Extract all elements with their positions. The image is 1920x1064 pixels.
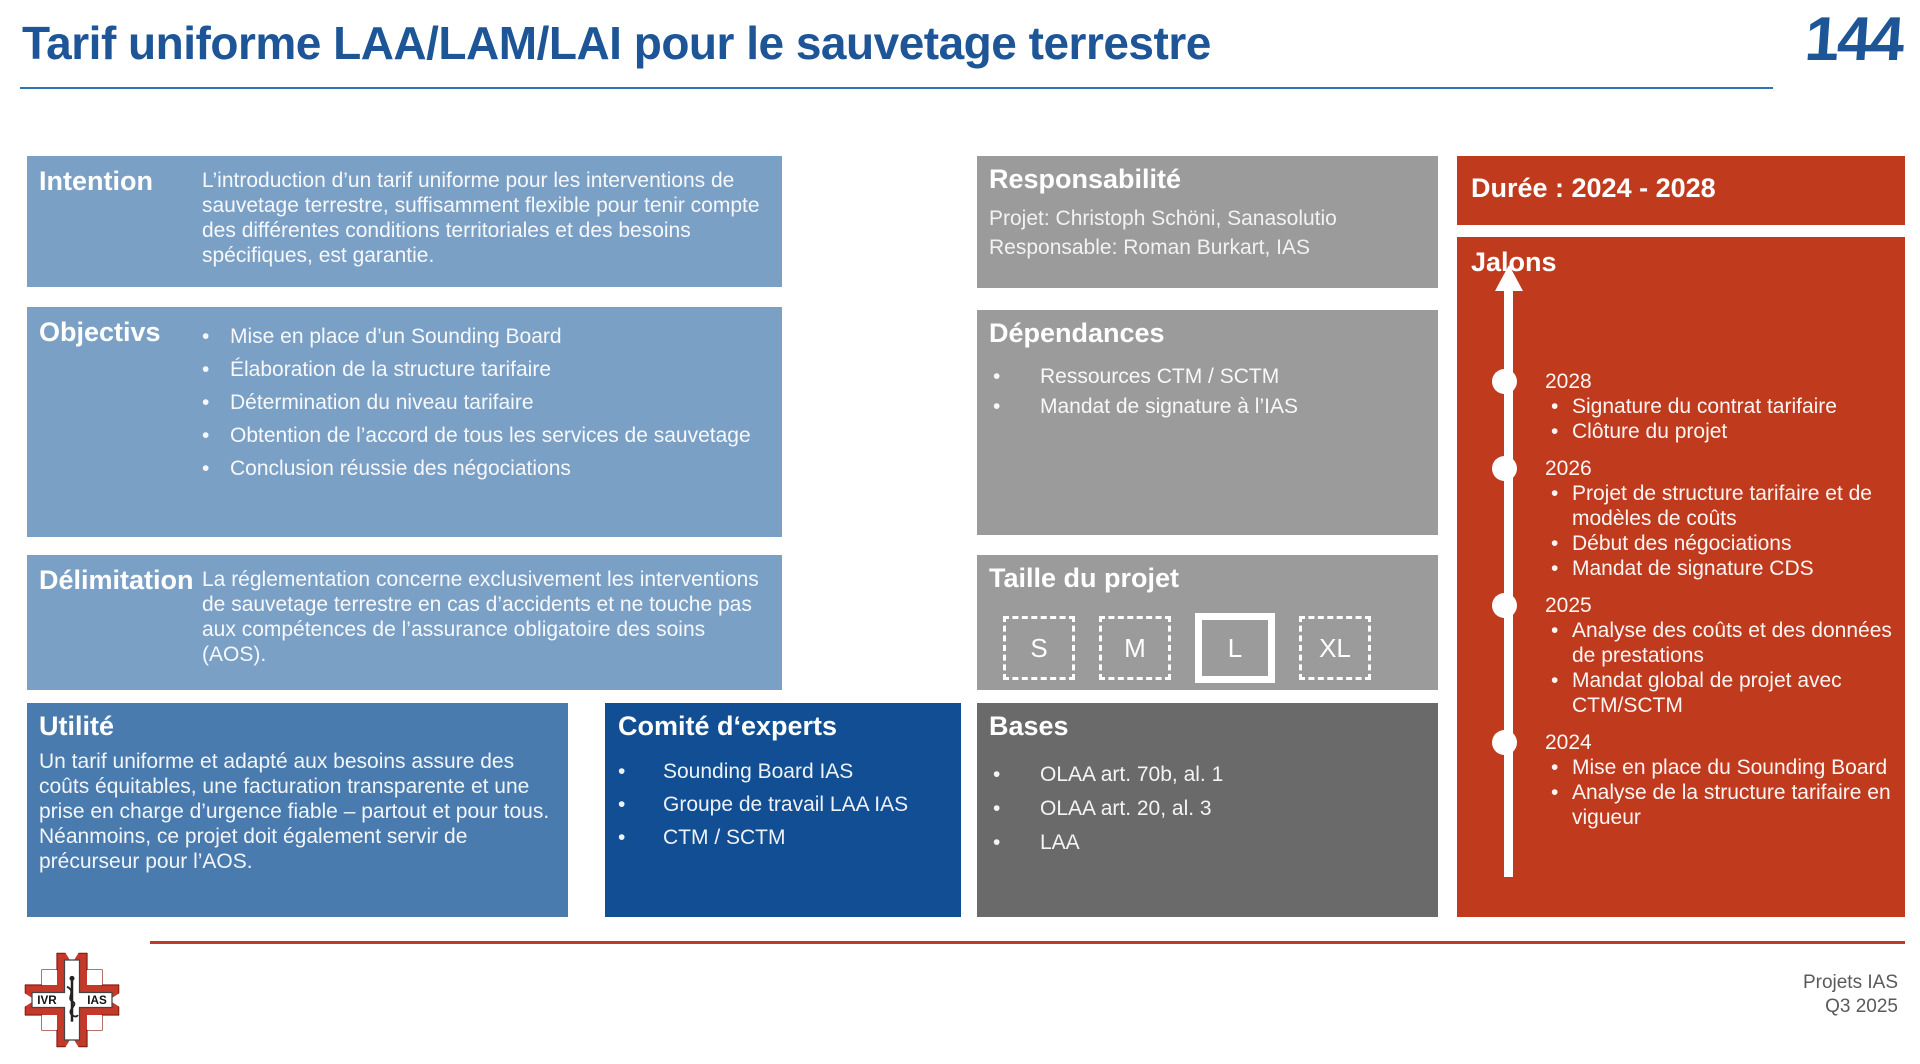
bullet-icon: • — [1551, 557, 1559, 580]
project-size-box — [977, 555, 1438, 690]
responsabilite-responsable: Responsable: Roman Burkart, IAS — [989, 236, 1310, 259]
milestone-item — [1545, 618, 1895, 668]
list-item-text: Groupe de travail LAA IAS — [663, 793, 909, 816]
objectivs-box — [27, 307, 782, 537]
bullet-icon: • — [202, 457, 210, 480]
dependances-list — [993, 362, 1430, 422]
footer-note-line2: Q3 2025 — [1825, 996, 1898, 1017]
milestone-item — [1545, 394, 1895, 419]
list-item — [993, 826, 1430, 860]
comite-list — [618, 755, 953, 854]
timeline-arrow-icon — [1495, 265, 1523, 291]
milestone-item — [1545, 419, 1895, 444]
milestone-item — [1545, 780, 1895, 830]
list-item-text: Ressources CTM / SCTM — [1040, 365, 1280, 388]
logo-text-ivr: IVR — [37, 994, 57, 1008]
list-item-text: Sounding Board IAS — [663, 760, 854, 783]
list-item — [202, 353, 772, 386]
milestone-item-text: Analyse des coûts et des données de prestations — [1572, 619, 1892, 667]
list-item — [993, 792, 1430, 826]
milestone-item-text: Projet de structure tarifaire et de modèles de coûts — [1572, 482, 1872, 530]
comite-experts-box — [605, 703, 961, 917]
objectivs-list — [202, 320, 772, 485]
bullet-icon: • — [993, 763, 1001, 786]
project-size-heading: Taille du projet — [989, 563, 1180, 593]
milestone-item — [1545, 755, 1895, 780]
bullet-icon: • — [993, 395, 1001, 418]
bullet-icon: • — [1551, 756, 1559, 779]
footer-note — [1803, 971, 1898, 1019]
list-item-text: LAA — [1040, 831, 1080, 854]
milestones — [1545, 369, 1895, 842]
utilite-heading: Utilité — [39, 711, 115, 741]
logo-corner — [42, 970, 57, 985]
bullet-icon: • — [993, 831, 1001, 854]
milestone-item — [1545, 481, 1895, 531]
list-item-text: Élaboration de la structure tarifaire — [230, 358, 551, 381]
ivr-ias-logo — [22, 950, 122, 1050]
project-size-options — [1003, 613, 1371, 683]
intention-box — [27, 156, 782, 287]
bullet-icon: • — [1551, 420, 1559, 443]
milestone-item-text: Mandat global de projet avec CTM/SCTM — [1572, 669, 1842, 717]
bullet-icon: • — [1551, 781, 1559, 804]
responsabilite-heading: Responsabilité — [989, 164, 1182, 194]
utilite-text: Un tarif uniforme et adapté aux besoins assure des coûts équitables, une facturation transparente et une prise en charge d’urgence fiable – partout et pour tous. Néanmoins, ce projet doit également servir de précurseur pour l’AOS. — [39, 750, 550, 873]
logo-corner — [42, 1015, 57, 1030]
bases-heading: Bases — [989, 711, 1069, 741]
intention-heading: Intention — [39, 166, 153, 196]
list-item-text: OLAA art. 20, al. 3 — [1040, 797, 1212, 820]
timeline-dot-icon — [1492, 593, 1517, 618]
list-item — [993, 362, 1430, 392]
milestone-year: 2028 — [1545, 370, 1592, 393]
milestone-item — [1545, 668, 1895, 718]
logo-corner — [87, 1015, 102, 1030]
list-item — [202, 320, 772, 353]
list-item-text: OLAA art. 70b, al. 1 — [1040, 763, 1224, 786]
list-item-text: Conclusion réussie des négociations — [230, 457, 571, 480]
list-item — [993, 392, 1430, 422]
bullet-icon: • — [202, 325, 210, 348]
logo-corner — [87, 970, 102, 985]
bullet-icon: • — [202, 358, 210, 381]
jalons-box — [1457, 237, 1905, 917]
comite-heading: Comité d‘experts — [618, 711, 838, 741]
milestone-item-text: Mise en place du Sounding Board — [1572, 756, 1888, 779]
milestone-item-text: Clôture du projet — [1572, 420, 1728, 443]
list-item — [618, 788, 953, 821]
bullet-icon: • — [993, 797, 1001, 820]
delimitation-heading: Délimitation — [39, 565, 194, 595]
responsabilite-box — [977, 156, 1438, 288]
list-item — [202, 452, 772, 485]
milestone-2026 — [1545, 456, 1895, 581]
bullet-icon: • — [1551, 669, 1559, 692]
footer-divider — [150, 941, 1905, 944]
milestone-2024 — [1545, 730, 1895, 830]
intention-text: L’introduction d’un tarif uniforme pour les interventions de sauvetage terrestre, suffisamment flexible pour tenir compte des différentes conditions territoriales et des besoins spécifiques, est garantie. — [202, 169, 760, 267]
list-item — [993, 758, 1430, 792]
list-item-text: Détermination du niveau tarifaire — [230, 391, 534, 414]
bullet-icon: • — [1551, 619, 1559, 642]
list-item — [202, 386, 772, 419]
utilite-box — [27, 703, 568, 917]
delimitation-box — [27, 555, 782, 690]
objectivs-heading: Objectivs — [39, 317, 161, 347]
list-item-text: Mandat de signature à l’IAS — [1040, 395, 1298, 418]
list-item — [618, 755, 953, 788]
milestone-2025 — [1545, 593, 1895, 718]
dependances-heading: Dépendances — [989, 318, 1165, 348]
milestone-year: 2024 — [1545, 731, 1592, 754]
bullet-icon: • — [1551, 482, 1559, 505]
timeline-dot-icon — [1492, 730, 1517, 755]
milestone-item-text: Analyse de la structure tarifaire en vigueur — [1572, 781, 1891, 829]
milestone-item-text: Mandat de signature CDS — [1572, 557, 1814, 580]
dependances-box — [977, 310, 1438, 535]
asclepius-staff-head — [70, 976, 75, 981]
milestone-item-text: Signature du contrat tarifaire — [1572, 395, 1837, 418]
responsabilite-projet: Projet: Christoph Schöni, Sanasolutio — [989, 207, 1337, 230]
footer-note-line1: Projets IAS — [1802, 972, 1898, 993]
size-option-m: M — [1099, 616, 1171, 680]
bases-box — [977, 703, 1438, 917]
list-item-text: Mise en place d’un Sounding Board — [230, 325, 562, 348]
bullet-icon: • — [1551, 532, 1559, 555]
logo-text-ias: IAS — [87, 994, 107, 1008]
milestone-item-text: Début des négociations — [1572, 532, 1792, 555]
bullet-icon: • — [618, 760, 626, 783]
list-item — [202, 419, 772, 452]
list-item — [618, 821, 953, 854]
milestone-year: 2025 — [1545, 594, 1592, 617]
timeline-dot-icon — [1492, 369, 1517, 394]
jalons-heading: Jalons — [1471, 247, 1557, 277]
size-option-l-selected: L — [1195, 613, 1275, 683]
milestone-item — [1545, 531, 1895, 556]
bullet-icon: • — [618, 793, 626, 816]
responsabilite-lines — [989, 204, 1428, 262]
timeline-dot-icon — [1492, 456, 1517, 481]
bullet-icon: • — [1551, 395, 1559, 418]
bullet-icon: • — [202, 424, 210, 447]
bullet-icon: • — [993, 365, 1001, 388]
title-underline — [20, 87, 1773, 89]
size-option-s: S — [1003, 616, 1075, 680]
delimitation-text: La réglementation concerne exclusivement les interventions de sauvetage terrestre en cas d’accidents et ne touche pas aux compétences de l’assurance obligatoire des soins (AOS). — [202, 568, 759, 666]
emergency-144-logo: 144 — [1802, 5, 1905, 74]
duree-heading: Durée : 2024 - 2028 — [1471, 173, 1716, 203]
milestone-2028 — [1545, 369, 1895, 444]
bullet-icon: • — [618, 826, 626, 849]
bases-list — [993, 758, 1430, 860]
list-item-text: CTM / SCTM — [663, 826, 786, 849]
milestone-item — [1545, 556, 1895, 581]
list-item-text: Obtention de l’accord de tous les services de sauvetage — [230, 424, 751, 447]
milestone-year: 2026 — [1545, 457, 1592, 480]
bullet-icon: • — [202, 391, 210, 414]
duree-box — [1457, 156, 1905, 225]
page-title: Tarif uniforme LAA/LAM/LAI pour le sauvetage terrestre — [22, 17, 1211, 69]
size-option-xl: XL — [1299, 616, 1371, 680]
